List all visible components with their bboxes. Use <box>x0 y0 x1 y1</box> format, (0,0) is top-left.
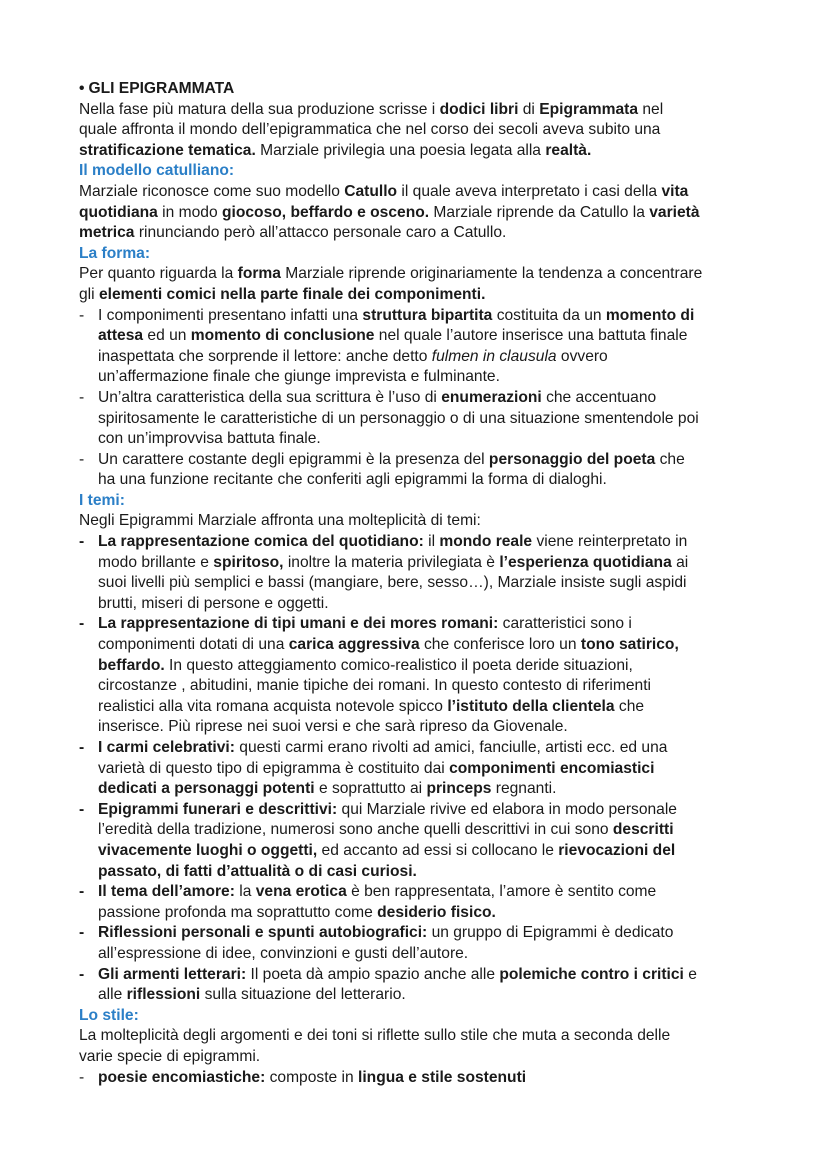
text-run: la <box>234 883 256 901</box>
list-item-line <box>79 738 768 759</box>
list-item-line <box>79 553 768 574</box>
list-item-line <box>79 862 768 883</box>
bold-text: rievocazioni del <box>558 841 676 859</box>
text-run: all’espressione di idee, convinzioni e gusti dell’autore. <box>98 944 469 962</box>
bold-text: descritti <box>612 821 674 839</box>
paragraph-line <box>79 182 768 203</box>
bold-text: attesa <box>98 327 144 345</box>
bold-text: quotidiana <box>79 203 158 221</box>
text-run: ai <box>671 553 689 571</box>
bold-text: La rappresentazione comica del quotidiano: <box>98 533 424 551</box>
bold-text: tono satirico, <box>580 636 679 654</box>
list-item-line <box>79 944 768 965</box>
bold-text: realtà. <box>545 141 592 159</box>
bold-text: Il tema dell’amore: <box>98 883 235 901</box>
bold-text: Gli armenti letterari: <box>98 965 247 983</box>
text-run: un gruppo di Epigrammi è dedicato <box>427 924 674 942</box>
bold-text: Epigrammi funerari e descrittivi: <box>98 800 338 818</box>
text-run: Marziale riprende originariamente la tendenza a concentrare <box>280 265 703 283</box>
list-item-line <box>79 985 768 1006</box>
text-run: in modo <box>157 203 222 221</box>
bold-text: momento di <box>605 306 695 324</box>
bullet-icon: • <box>79 80 85 97</box>
text-run: Un carattere costante degli epigrammi è la presenza del <box>98 450 489 468</box>
text-run: che conferisce loro un <box>419 636 581 654</box>
bold-text: Riflessioni personali e spunti autobiografici: <box>98 924 428 942</box>
list-item-line <box>79 614 768 635</box>
list-item-line <box>79 594 768 615</box>
dash-bullet-icon: - <box>79 965 85 983</box>
text-run: La molteplicità degli argomenti e dei toni si riflette sullo stile che muta a seconda delle <box>79 1027 671 1045</box>
bold-text: princeps <box>426 780 492 798</box>
text-run: che accentuano <box>541 388 657 406</box>
list-item-line <box>79 573 768 594</box>
dash-bullet-icon: - <box>79 800 85 818</box>
text-run: varie specie di epigrammi. <box>79 1047 261 1065</box>
text-run: Per quanto riguarda la <box>79 265 238 283</box>
bold-text: polemiche contro i critici <box>499 965 684 983</box>
text-run: ed accanto ad essi si collocano le <box>317 841 559 859</box>
text-run: Negli Epigrammi Marziale affronta una molteplicità di temi: <box>79 512 481 530</box>
bold-text: mondo reale <box>439 533 533 551</box>
list-item-line <box>79 903 768 924</box>
bold-text: stratificazione tematica. <box>79 141 256 159</box>
list-item-line <box>79 347 768 368</box>
bold-text: dedicati a personaggi potenti <box>98 780 315 798</box>
text-run: regnanti. <box>491 780 557 798</box>
list-item-line <box>79 841 768 862</box>
bold-text: elementi comici nella parte finale dei componimenti. <box>98 285 486 303</box>
text-run: Un’altra caratteristica della sua scrittura è l’uso di <box>98 388 442 406</box>
text-run: Marziale privilegia una poesia legata alla <box>255 141 546 159</box>
bold-text: l’istituto della clientela <box>447 697 615 715</box>
list-item-line <box>79 450 768 471</box>
text-run: di <box>518 100 540 118</box>
bold-text: forma <box>237 265 281 283</box>
list-item-line <box>79 635 768 656</box>
list-item-line <box>79 532 768 553</box>
text-run: suoi livelli più semplici e bassi (mangiare, bere, sesso…), Marziale insiste sugli aspidi <box>98 574 687 592</box>
list-item-line <box>79 326 768 347</box>
list-item-line <box>79 429 768 450</box>
bold-text: desiderio fisico. <box>377 903 496 921</box>
dash-bullet-icon: - <box>79 883 85 901</box>
text-run: Marziale riprende da Catullo la <box>429 203 650 221</box>
text-run: che <box>614 697 645 715</box>
bold-text: lingua e stile sostenuti <box>358 1068 527 1086</box>
list-item-line <box>79 676 768 697</box>
text-run: caratteristici sono i <box>498 615 632 633</box>
text-run: ovvero <box>556 347 608 365</box>
text-run: ed un <box>143 327 191 345</box>
text-run: inoltre la materia privilegiata è <box>283 553 500 571</box>
paragraph-line <box>79 511 768 532</box>
text-run: e soprattutto ai <box>314 780 427 798</box>
bold-text: struttura bipartita <box>362 306 493 324</box>
paragraph-line <box>79 223 768 244</box>
text-run: Nella fase più matura della sua produzione scrisse i <box>79 100 440 118</box>
text-run: circostanze , abitudini, manie tipiche dei romani. In questo contesto di riferimenti <box>98 677 651 695</box>
dash-bullet-icon: - <box>79 450 85 468</box>
text-run: Marziale riconosce come suo modello <box>79 182 345 200</box>
list-item-line <box>79 965 768 986</box>
text-run: rinunciando però all’attacco personale caro a Catullo. <box>134 224 507 242</box>
list-item-line <box>79 779 768 800</box>
text-run: In questo atteggiamento comico-realistico il poeta deride situazioni, <box>164 656 633 674</box>
text-run: passione profonda ma soprattutto come <box>98 903 378 921</box>
text-run: quale affronta il mondo dell’epigrammatica che nel corso dei secoli aveva subito una <box>79 121 661 139</box>
text-run: e <box>683 965 697 983</box>
paragraph-line <box>79 120 768 141</box>
text-run: ha una funzione recitante che conferiti agli epigrammi la forma di dialoghi. <box>98 471 607 489</box>
text-run: spiritosamente le caratteristiche di un personaggio o di una situazione smentendole poi <box>98 409 699 427</box>
bold-text: beffardo. <box>98 656 165 674</box>
paragraph-line <box>79 1026 768 1047</box>
text-run: costituita da un <box>492 306 606 324</box>
bold-text: Catullo <box>344 182 398 200</box>
text-run: realistici alla vita romana acquista notevole spicco <box>98 697 448 715</box>
list-item-line <box>79 470 768 491</box>
text-run: composte in <box>265 1068 359 1086</box>
bold-text: componimenti encomiastici <box>449 759 655 777</box>
bold-text: metrica <box>79 224 135 242</box>
dash-bullet-icon: - <box>79 739 85 756</box>
dash-bullet-icon: - <box>79 924 85 942</box>
text-run: con un’improvvisa battuta finale. <box>98 430 321 448</box>
bold-text: passato, di fatti d’attualità o di casi curiosi. <box>98 862 417 880</box>
paragraph-line <box>79 1047 768 1068</box>
list-item-line <box>79 882 768 903</box>
paragraph-line <box>79 203 768 224</box>
bold-text: enumerazioni <box>441 388 542 406</box>
bold-text: momento di conclusione <box>190 327 375 345</box>
list-item-line <box>79 656 768 677</box>
text-run: il <box>423 533 440 551</box>
subsection-title: La forma: <box>79 244 151 262</box>
dash-bullet-icon: - <box>79 615 85 633</box>
list-item-line <box>79 306 768 327</box>
bold-text: carica aggressiva <box>288 636 420 654</box>
text-run: Il poeta dà ampio spazio anche alle <box>246 965 500 983</box>
text-run: qui Marziale rivive ed elabora in modo personale <box>337 800 677 818</box>
list-item-line <box>79 800 768 821</box>
text-run: modo brillante e <box>98 553 214 571</box>
bold-text: personaggio del poeta <box>488 450 656 468</box>
text-run: inaspettata che sorprende il lettore: anche detto <box>98 347 432 365</box>
text-run: viene reinterpretato in <box>532 533 688 551</box>
text-run: inserisce. Più riprese nei suoi versi e che sarà ripreso da Giovenale. <box>98 718 568 736</box>
text-run: I componimenti presentano infatti una <box>98 306 363 324</box>
text-run: gli <box>79 285 99 303</box>
bold-text: varietà <box>649 203 700 221</box>
text-run: varietà di questo tipo di epigramma è costituito dai <box>98 759 450 777</box>
subsection-title: Il modello catulliano: <box>79 162 235 180</box>
paragraph-line <box>79 141 768 162</box>
list-item-line <box>79 367 768 388</box>
paragraph-line <box>79 285 768 306</box>
text-run: l’eredità della tradizione, numerosi sono anche quelli descrittivi in cui sono <box>98 821 613 839</box>
dash-bullet-icon: - <box>79 306 85 324</box>
subsection-title: Lo stile: <box>79 1006 139 1024</box>
text-run: sulla situazione del letterario. <box>200 986 406 1004</box>
bold-text: spiritoso, <box>213 553 284 571</box>
list-item-line <box>79 388 768 409</box>
paragraph-line <box>79 264 768 285</box>
bold-text: dodici libri <box>439 100 519 118</box>
text-run: che <box>655 450 685 468</box>
text-run: un’affermazione finale che giunge imprevista e fulminante. <box>98 368 500 386</box>
text-run: componimenti dotati di una <box>98 636 289 654</box>
heading-text: GLI EPIGRAMMATA <box>88 80 235 97</box>
dash-bullet-icon: - <box>79 388 85 406</box>
dash-bullet-icon: - <box>79 533 85 551</box>
bold-text: riflessioni <box>126 986 201 1004</box>
text-run: questi carmi erano rivolti ad amici, fanciulle, artisti ecc. ed una <box>234 739 668 756</box>
bold-text: I carmi celebrativi: <box>98 739 235 756</box>
italic-text: fulmen in clausula <box>431 347 557 365</box>
list-item-line <box>79 697 768 718</box>
section-heading <box>79 79 768 100</box>
list-item-line <box>79 409 768 430</box>
list-item-line <box>79 820 768 841</box>
list-item-line <box>79 759 768 780</box>
text-run: nel <box>638 100 664 118</box>
bold-text: vita <box>661 182 689 200</box>
text-run: nel quale l’autore inserisce una battuta finale <box>374 327 688 345</box>
bold-text: poesie encomiastiche: <box>98 1068 266 1086</box>
list-item-line <box>79 1068 768 1089</box>
text-run: alle <box>98 986 127 1004</box>
list-item-line <box>79 923 768 944</box>
bold-text: l’esperienza quotidiana <box>499 553 672 571</box>
bold-text: giocoso, beffardo e osceno. <box>222 203 430 221</box>
paragraph-line <box>79 100 768 121</box>
list-item-line <box>79 717 768 738</box>
bold-text: vivacemente luoghi o oggetti, <box>98 841 318 859</box>
subsection-title: I temi: <box>79 491 125 509</box>
bold-text: vena erotica <box>255 883 347 901</box>
text-run: è ben rappresentata, l’amore è sentito come <box>346 883 657 901</box>
bold-text: La rappresentazione di tipi umani e dei mores romani: <box>98 615 499 633</box>
text-run: brutti, miseri di persone e oggetti. <box>98 594 329 612</box>
dash-bullet-icon: - <box>79 1068 85 1086</box>
bold-text: Epigrammata <box>539 100 639 118</box>
text-run: il quale aveva interpretato i casi della <box>397 182 662 200</box>
